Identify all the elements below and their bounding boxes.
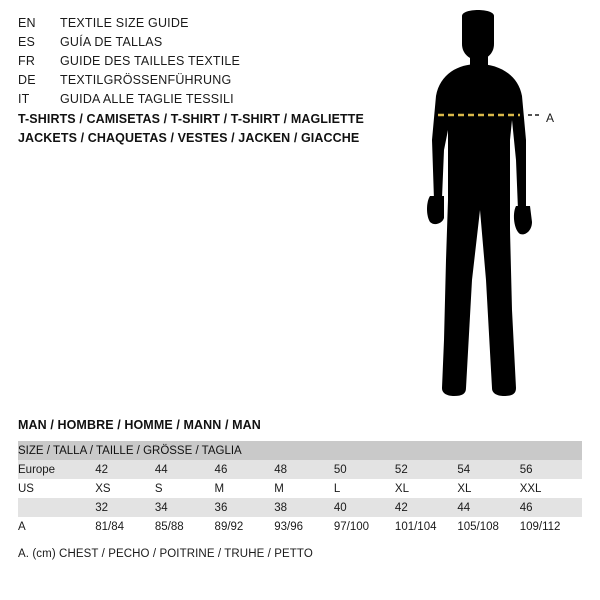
cell-value: XL — [395, 479, 457, 498]
table-title: MAN / HOMBRE / HOMME / MANN / MAN — [18, 418, 261, 432]
language-row — [18, 73, 378, 92]
chest-measure-label: A — [546, 111, 555, 125]
cell-value: 44 — [155, 460, 215, 479]
cell-value: 93/96 — [274, 517, 334, 536]
language-title: TEXTILE SIZE GUIDE — [60, 16, 189, 30]
cell-value: M — [215, 479, 275, 498]
table-row — [18, 517, 582, 536]
cell-value: 34 — [155, 498, 215, 517]
cell-value: 38 — [274, 498, 334, 517]
category-tshirts: T-SHIRTS / CAMISETAS / T-SHIRT / T-SHIRT / MAGLIETTE — [18, 112, 364, 126]
row-label: US — [18, 479, 95, 498]
cell-value: 54 — [457, 460, 519, 479]
cell-value: 48 — [274, 460, 334, 479]
cell-value: 109/112 — [520, 517, 582, 536]
male-figure-illustration — [400, 10, 600, 410]
cell-value: 32 — [95, 498, 155, 517]
cell-value: 52 — [395, 460, 457, 479]
language-code: ES — [18, 35, 36, 49]
table-header-row — [18, 441, 582, 460]
language-code: FR — [18, 54, 36, 68]
cell-value: 40 — [334, 498, 395, 517]
language-code: DE — [18, 73, 36, 87]
cell-value: 81/84 — [95, 517, 155, 536]
cell-value: 97/100 — [334, 517, 395, 536]
language-title: GUÍA DE TALLAS — [60, 35, 163, 49]
language-title: TEXTILGRÖSSENFÜHRUNG — [60, 73, 232, 87]
table-row — [18, 479, 582, 498]
row-label: Europe — [18, 460, 95, 479]
cell-value: 89/92 — [215, 517, 275, 536]
size-table — [18, 441, 582, 536]
cell-value: 46 — [215, 460, 275, 479]
language-row — [18, 35, 378, 54]
cell-value: 42 — [395, 498, 457, 517]
language-row — [18, 16, 378, 35]
row-label — [18, 498, 95, 517]
language-row — [18, 92, 378, 111]
cell-value: 56 — [520, 460, 582, 479]
language-list — [18, 16, 378, 111]
cell-value: 36 — [215, 498, 275, 517]
cell-value: 46 — [520, 498, 582, 517]
cell-value: 105/108 — [457, 517, 519, 536]
table-row — [18, 460, 582, 479]
language-title: GUIDA ALLE TAGLIE TESSILI — [60, 92, 234, 106]
language-code: IT — [18, 92, 30, 106]
cell-value: 50 — [334, 460, 395, 479]
table-row — [18, 498, 582, 517]
row-label: A — [18, 517, 95, 536]
cell-value: XXL — [520, 479, 582, 498]
cell-value: M — [274, 479, 334, 498]
cell-value: 44 — [457, 498, 519, 517]
language-code: EN — [18, 16, 36, 30]
footnote: A. (cm) CHEST / PECHO / POITRINE / TRUHE / PETTO — [18, 548, 313, 560]
category-headings — [18, 110, 438, 148]
table-header-label: SIZE / TALLA / TAILLE / GRÖSSE / TAGLIA — [18, 441, 582, 460]
category-jackets: JACKETS / CHAQUETAS / VESTES / JACKEN / GIACCHE — [18, 131, 360, 145]
silhouette-icon — [400, 10, 600, 410]
cell-value: XL — [457, 479, 519, 498]
cell-value: XS — [95, 479, 155, 498]
cell-value: S — [155, 479, 215, 498]
language-title: GUIDE DES TAILLES TEXTILE — [60, 54, 241, 68]
cell-value: 101/104 — [395, 517, 457, 536]
cell-value: 85/88 — [155, 517, 215, 536]
cell-value: 42 — [95, 460, 155, 479]
language-row — [18, 54, 378, 73]
cell-value: L — [334, 479, 395, 498]
